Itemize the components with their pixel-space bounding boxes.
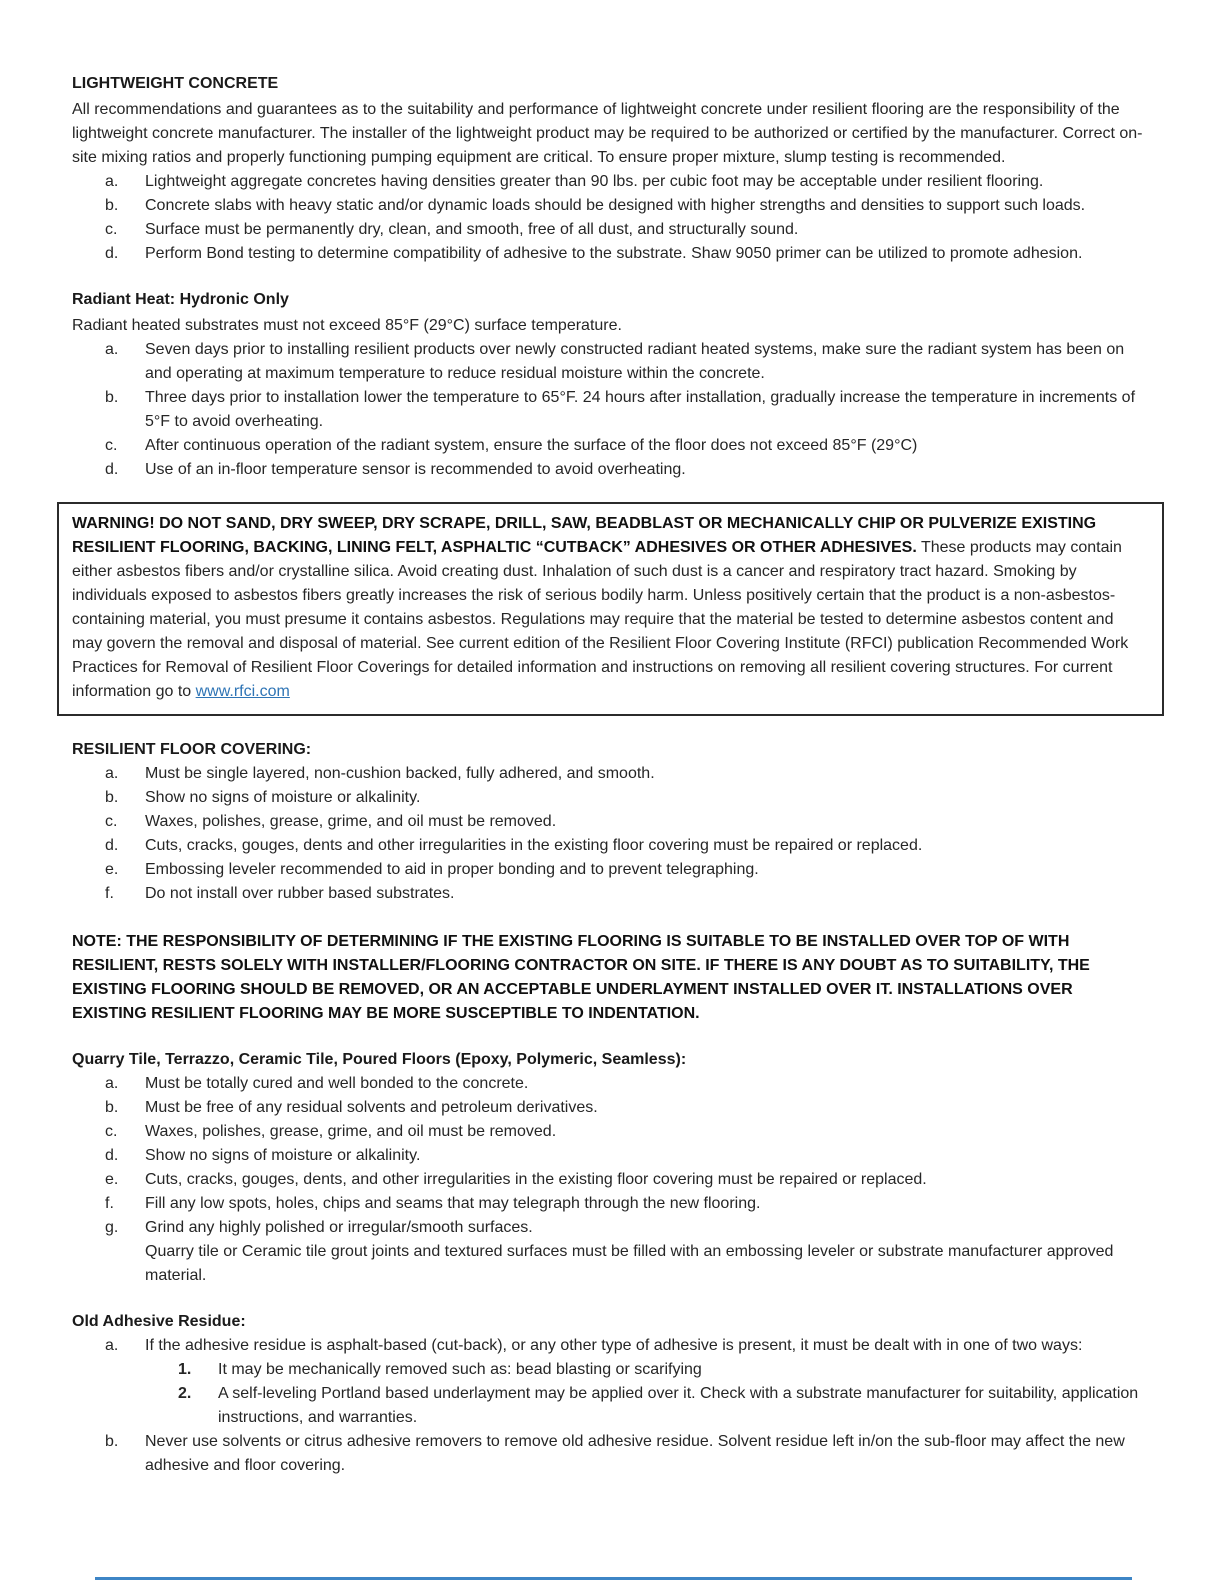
list-marker: d. xyxy=(105,837,119,854)
list-item xyxy=(105,882,1146,906)
list-item-text: Lightweight aggregate concretes having densities greater than 90 lbs. per cubic foot may be acceptable under resilient flooring. xyxy=(145,173,1044,190)
list-marker: b. xyxy=(105,1433,119,1450)
list-marker: a. xyxy=(105,173,119,190)
list-marker: d. xyxy=(105,461,119,478)
section-heading: RESILIENT FLOOR COVERING: xyxy=(72,741,312,758)
list-item xyxy=(105,1120,1146,1144)
list-marker: f. xyxy=(105,885,114,902)
list-item xyxy=(105,810,1146,834)
sublist-item xyxy=(178,1382,1146,1430)
section-heading: Old Adhesive Residue: xyxy=(72,1313,246,1330)
alpha-list xyxy=(72,1334,1146,1478)
list-item-text: Must be free of any residual solvents and petroleum derivatives. xyxy=(145,1099,598,1116)
list-marker: c. xyxy=(105,813,118,830)
list-item xyxy=(105,1168,1146,1192)
list-item-text: Fill any low spots, holes, chips and seams that may telegraph through the new flooring. xyxy=(145,1195,761,1212)
section-quarry-tile xyxy=(72,1048,1146,1288)
list-item xyxy=(105,458,1146,482)
asbestos-warning-box xyxy=(57,502,1164,716)
list-item xyxy=(105,1430,1146,1478)
section-heading: Radiant Heat: Hydronic Only xyxy=(72,291,289,308)
list-marker: g. xyxy=(105,1219,119,1236)
list-item xyxy=(105,762,1146,786)
list-item xyxy=(105,1144,1146,1168)
list-item-text: Surface must be permanently dry, clean, and smooth, free of all dust, and structurally sound. xyxy=(145,221,799,238)
list-marker: b. xyxy=(105,789,119,806)
list-marker: c. xyxy=(105,221,118,238)
list-item xyxy=(105,170,1146,194)
list-item xyxy=(105,834,1146,858)
list-marker: b. xyxy=(105,197,119,214)
list-item-text: Perform Bond testing to determine compatibility of adhesive to the substrate. Shaw 9050 primer can be utilized to promote adhesion. xyxy=(145,245,1083,262)
section-intro: Radiant heated substrates must not exceed 85°F (29°C) surface temperature. xyxy=(72,317,622,334)
sublist-item-text: A self-leveling Portland based underlayment may be applied over it. Check with a substrate manufacturer for suitability, application instructions, and warranties. xyxy=(218,1385,1139,1426)
list-item xyxy=(105,1096,1146,1120)
list-item-text: Seven days prior to installing resilient products over newly constructed radiant heated systems, make sure the radiant system has been on and operating at maximum temperature to reduce residual moisture within the concrete. xyxy=(145,341,1125,382)
list-item xyxy=(105,434,1146,458)
list-item xyxy=(105,858,1146,882)
list-item-text: Grind any highly polished or irregular/smooth surfaces. xyxy=(145,1219,533,1236)
note-paragraph: NOTE: THE RESPONSIBILITY OF DETERMINING IF THE EXISTING FLOORING IS SUITABLE TO BE INSTALLED OVER TOP OF WITH RESILIENT, RESTS SOLELY WITH INSTALLER/FLOORING CONTRACTOR ON SITE. IF THERE IS ANY DOUBT AS TO SUITABILITY, THE EXISTING FLOORING SHOULD BE REMOVED, OR AN ACCEPTABLE UNDERLAYMENT INSTALLED OVER IT. INSTALLATIONS OVER EXISTING RESILIENT FLOORING MAY BE MORE SUSCEPTIBLE TO INDENTATION. xyxy=(72,933,1090,1022)
list-item-body xyxy=(145,1334,1146,1430)
footer-rule xyxy=(95,1577,1132,1580)
section-radiant-heat xyxy=(72,288,1146,482)
list-item-text: Must be totally cured and well bonded to the concrete. xyxy=(145,1075,529,1092)
list-item xyxy=(105,218,1146,242)
section-resilient-floor-covering xyxy=(72,738,1146,906)
list-item xyxy=(105,386,1146,434)
list-item-text: Three days prior to installation lower the temperature to 65°F. 24 hours after installation, gradually increase the temperature in increments of 5°F to avoid overheating. xyxy=(145,389,1136,430)
list-item-text: If the adhesive residue is asphalt-based (cut-back), or any other type of adhesive is present, it must be dealt with in one of two ways: xyxy=(145,1337,1083,1354)
list-item-text: Use of an in-floor temperature sensor is recommended to avoid overheating. xyxy=(145,461,686,478)
quarry-continuation-text: Quarry tile or Ceramic tile grout joints and textured surfaces must be filled with an embossing leveler or substrate manufacturer approved material. xyxy=(145,1243,1114,1284)
list-item-text: Show no signs of moisture or alkalinity. xyxy=(145,1147,421,1164)
list-item xyxy=(105,1192,1146,1216)
sublist-marker: 2. xyxy=(178,1385,192,1402)
list-item-text: Show no signs of moisture or alkalinity. xyxy=(145,789,421,806)
section-heading: Quarry Tile, Terrazzo, Ceramic Tile, Poured Floors (Epoxy, Polymeric, Seamless): xyxy=(72,1051,687,1068)
list-item xyxy=(105,1216,1146,1240)
warning-body-text: These products may contain either asbestos fibers and/or crystalline silica. Avoid creating dust. Inhalation of such dust is a cancer and respiratory tract hazard. Smoking by individuals exposed to asbestos fibers greatly increases the risk of serious bodily harm. Unless positively certain that the product is a non-asbestos-containing material, you must presume it contains asbestos. Regulations may require that the material be tested to determine asbestos content and may govern the removal and disposal of material. See current edition of the Resilient Floor Covering Institute (RFCI) publication Recommended Work Practices for Removal of Resilient Floor Coverings for detailed information and instructions on removing all resilient covering structures. For current information go to xyxy=(72,539,1129,700)
sublist-item-text: It may be mechanically removed such as: bead blasting or scarifying xyxy=(218,1361,702,1378)
list-item xyxy=(105,194,1146,218)
list-item-text: Concrete slabs with heavy static and/or dynamic loads should be designed with higher strengths and densities to support such loads. xyxy=(145,197,1086,214)
list-marker: b. xyxy=(105,1099,119,1116)
list-item-text: Waxes, polishes, grease, grime, and oil must be removed. xyxy=(145,1123,557,1140)
list-item xyxy=(105,1334,1146,1430)
list-marker: a. xyxy=(105,1075,119,1092)
section-lightweight-concrete xyxy=(72,72,1146,266)
sublist-item xyxy=(178,1358,1146,1382)
list-item-text: After continuous operation of the radiant system, ensure the surface of the floor does not exceed 85°F (29°C) xyxy=(145,437,918,454)
warning-bold-lead: WARNING! DO NOT SAND, DRY SWEEP, DRY SCRAPE, DRILL, SAW, BEADBLAST OR MECHANICALLY CHIP OR PULVERIZE EXISTING RESILIENT FLOORING, BACKING, LINING FELT, ASPHALTIC “CUTBACK” ADHESIVES OR OTHER ADHESIVES. xyxy=(72,515,1097,556)
list-marker: c. xyxy=(105,437,118,454)
list-marker: f. xyxy=(105,1195,114,1212)
list-marker: d. xyxy=(105,1147,119,1164)
list-marker: e. xyxy=(105,861,119,878)
list-marker: a. xyxy=(105,765,119,782)
sublist-marker: 1. xyxy=(178,1361,192,1378)
section-heading: LIGHTWEIGHT CONCRETE xyxy=(72,75,279,92)
list-item xyxy=(105,1072,1146,1096)
list-item-text: Must be single layered, non-cushion backed, fully adhered, and smooth. xyxy=(145,765,655,782)
section-intro: All recommendations and guarantees as to the suitability and performance of lightweight concrete under resilient flooring are the responsibility of the lightweight concrete manufacturer. The installer of the lightweight product may be required to be authorized or certified by the manufacturer. Correct on-site mixing ratios and properly functioning pumping equipment are critical. To ensure proper mixture, slump testing is recommended. xyxy=(72,101,1143,166)
list-marker: e. xyxy=(105,1171,119,1188)
list-item-text: Embossing leveler recommended to aid in proper bonding and to prevent telegraphing. xyxy=(145,861,759,878)
section-old-adhesive-residue xyxy=(72,1310,1146,1478)
rfci-link[interactable]: www.rfci.com xyxy=(195,683,290,700)
alpha-list xyxy=(72,1072,1146,1240)
alpha-list xyxy=(72,170,1146,266)
list-marker: b. xyxy=(105,389,119,406)
list-item-text: Never use solvents or citrus adhesive removers to remove old adhesive residue. Solvent residue left in/on the sub-floor may affect the new adhesive and floor covering. xyxy=(145,1433,1125,1474)
list-marker: d. xyxy=(105,245,119,262)
numbered-sublist xyxy=(178,1358,1146,1430)
alpha-list xyxy=(72,762,1146,906)
list-marker: a. xyxy=(105,341,119,358)
list-item xyxy=(105,242,1146,266)
list-marker: a. xyxy=(105,1337,119,1354)
list-item-text: Cuts, cracks, gouges, dents and other irregularities in the existing floor covering must be repaired or replaced. xyxy=(145,837,923,854)
warning-paragraph xyxy=(72,512,1148,704)
alpha-list xyxy=(72,338,1146,482)
list-item-text: Waxes, polishes, grease, grime, and oil must be removed. xyxy=(145,813,557,830)
list-item-text: Do not install over rubber based substrates. xyxy=(145,885,455,902)
list-item xyxy=(105,338,1146,386)
list-item-text: Cuts, cracks, gouges, dents, and other irregularities in the existing floor covering must be repaired or replaced. xyxy=(145,1171,927,1188)
list-marker: c. xyxy=(105,1123,118,1140)
list-item xyxy=(105,786,1146,810)
